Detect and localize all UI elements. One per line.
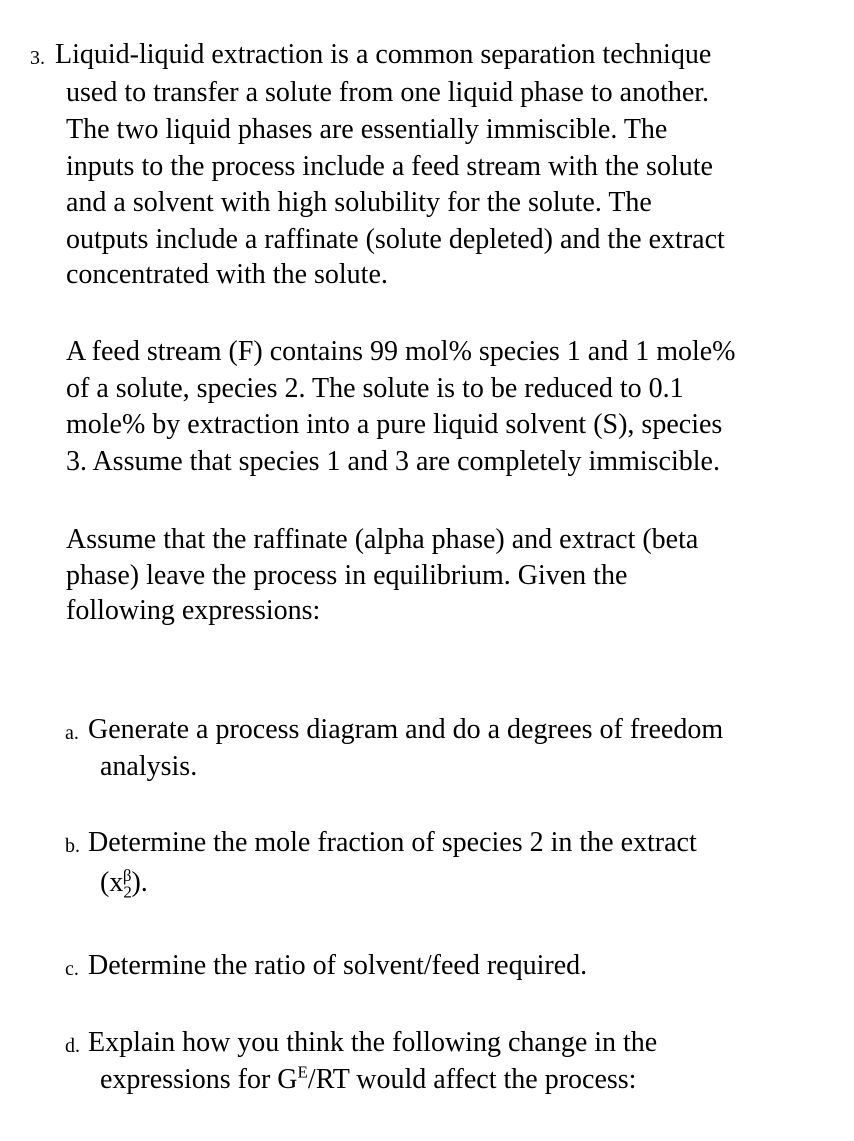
intro-line: and a solvent with high solubility for the solute. The — [66, 187, 652, 218]
part-a-line: Generate a process diagram and do a degrees of freedom — [88, 714, 724, 745]
intro-line: inputs to the process include a feed stream with the solute — [66, 151, 713, 182]
equilibrium-line: phase) leave the process in equilibrium. Given the — [66, 560, 628, 591]
part-b-line: Determine the mole fraction of species 2 in the extract — [88, 827, 697, 858]
part-b-marker: b. — [65, 835, 80, 857]
feed-line: mole% by extraction into a pure liquid solvent (S), species — [66, 409, 723, 440]
part-a-line: analysis. — [100, 751, 198, 782]
question-number: 3. — [30, 47, 45, 69]
feed-line: A feed stream (F) contains 99 mol% species 1 and 1 mole% — [66, 336, 736, 367]
intro-line: used to transfer a solute from one liquid phase to another. — [66, 77, 710, 108]
intro-line: The two liquid phases are essentially immiscible. The — [66, 114, 668, 145]
part-a-marker: a. — [65, 722, 79, 744]
part-d-line — [100, 1062, 636, 1098]
symbol-close: ). — [131, 867, 148, 898]
equilibrium-line: Assume that the raffinate (alpha phase) and extract (beta — [66, 524, 699, 555]
intro-line: concentrated with the solute. — [66, 259, 388, 290]
symbol-subscript: 2 — [123, 882, 132, 902]
part-d-line: Explain how you think the following change in the — [88, 1027, 658, 1058]
intro-line: outputs include a raffinate (solute depleted) and the extract — [66, 224, 725, 255]
superscript-e: E — [297, 1062, 308, 1082]
feed-line: 3. Assume that species 1 and 3 are completely immiscible. — [66, 446, 720, 477]
part-c-line: Determine the ratio of solvent/feed required. — [88, 950, 588, 981]
symbol-superscript: β — [122, 865, 132, 885]
symbol-open: (x — [100, 867, 124, 898]
part-d-marker: d. — [65, 1035, 80, 1057]
intro-line: Liquid-liquid extraction is a common separation technique — [55, 39, 712, 70]
part-b-symbol — [100, 865, 148, 901]
part-c-marker: c. — [65, 958, 79, 980]
equilibrium-line: following expressions: — [66, 595, 321, 626]
feed-line: of a solute, species 2. The solute is to be reduced to 0.1 — [66, 373, 684, 404]
text: expressions for G — [100, 1064, 298, 1095]
text: /RT would affect the process: — [307, 1064, 637, 1095]
